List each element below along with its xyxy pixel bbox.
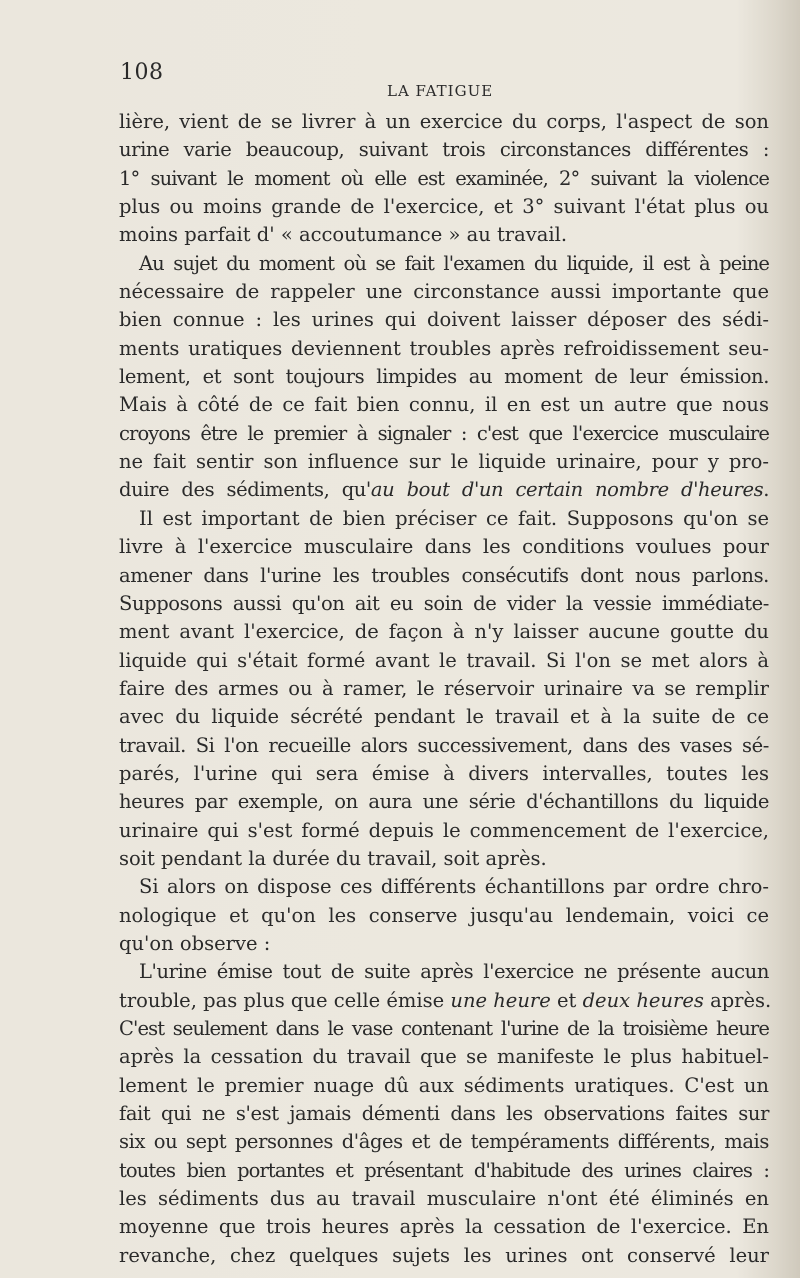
text-segment: trouble, pas plus que celle émise: [119, 988, 451, 1012]
text-line: ments uratiques deviennent troubles après refroidissement seu-: [119, 336, 769, 360]
text-line: ment avant l'exercice, de façon à n'y laisser aucune goutte du: [119, 620, 769, 644]
text-line: Il est important de bien préciser ce fait. Supposons qu'on se: [139, 506, 769, 530]
text-line: nécessaire de rappeler une circonstance aussi importante que: [119, 280, 769, 304]
text-line: [119, 987, 772, 1015]
running-head: LA FATIGUE: [387, 82, 494, 100]
text-line: urinaire qui s'est formé depuis le commencement de l'exercice,: [119, 818, 769, 842]
text-line: qu'on observe :: [119, 931, 271, 955]
text-line: après la cessation du travail que se manifeste le plus habituel-: [119, 1045, 769, 1069]
text-segment: après.: [703, 988, 772, 1012]
text-segment: et: [550, 988, 583, 1012]
italic-segment: deux heures: [582, 988, 704, 1012]
text-line: toutes bien portantes et présentant d'habitude des urines claires :: [119, 1158, 769, 1182]
text-line: heures par exemple, on aura une série d'échantillons du liquide: [119, 790, 769, 814]
text-line: urine varie beaucoup, suivant trois circonstances différentes :: [119, 138, 769, 162]
text-line: lement, et sont toujours limpides au moment de leur émission.: [119, 365, 769, 389]
text-segment: .: [763, 478, 770, 502]
text-line: lement le premier nuage dû aux sédiments uratiques. C'est un: [119, 1073, 769, 1097]
italic-segment: au bout d'un certain nombre d'heures: [370, 478, 764, 502]
text-line: L'urine émise tout de suite après l'exercice ne présente aucun: [139, 960, 769, 984]
text-line: Mais à côté de ce fait bien connu, il en est un autre que nous: [119, 393, 769, 417]
text-line: croyons être le premier à signaler : c'est que l'exercice musculaire: [119, 421, 769, 445]
text-line: avec du liquide sécrété pendant le travail et à la suite de ce: [119, 705, 769, 729]
text-line: C'est seulement dans le vase contenant l'urine de la troisième heure: [119, 1017, 769, 1040]
text-line: fait qui ne s'est jamais démenti dans les observations faites sur: [119, 1102, 769, 1126]
text-line: Au sujet du moment où se fait l'examen du liquide, il est à peine: [139, 251, 769, 275]
text-line: amener dans l'urine les troubles consécutifs dont nous parlons.: [119, 563, 769, 587]
text-line: livre à l'exercice musculaire dans les conditions voulues pour: [119, 535, 769, 559]
text-line: ne fait sentir son influence sur le liquide urinaire, pour y pro-: [119, 450, 769, 474]
text-line: revanche, chez quelques sujets les urines ont conservé leur: [119, 1243, 769, 1267]
text-line: nologique et qu'on les conserve jusqu'au lendemain, voici ce: [119, 903, 769, 927]
body-text: [119, 108, 772, 1270]
text-line: soit pendant la durée du travail, soit après.: [119, 846, 547, 870]
text-line: moins parfait d' « accoutumance » au travail.: [119, 223, 568, 247]
text-line: lière, vient de se livrer à un exercice du corps, l'aspect de son: [119, 110, 769, 133]
text-line: Supposons aussi qu'on ait eu soin de vider la vessie immédiate-: [119, 591, 769, 615]
text-line: plus ou moins grande de l'exercice, et 3° suivant l'état plus ou: [119, 195, 769, 219]
italic-segment: une heure: [450, 988, 551, 1012]
text-line: travail. Si l'on recueille alors successivement, dans des vases sé-: [119, 733, 769, 757]
text-line: six ou sept personnes d'âges et de tempéraments différents, mais: [119, 1130, 769, 1154]
text-line: moyenne que trois heures après la cessation de l'exercice. En: [119, 1215, 769, 1239]
text-line: [119, 476, 769, 504]
text-line: liquide qui s'était formé avant le travail. Si l'on se met alors à: [119, 648, 769, 672]
text-line: bien connue : les urines qui doivent laisser déposer des sédi-: [119, 308, 769, 332]
text-line: faire des armes ou à ramer, le réservoir urinaire va se remplir: [119, 676, 769, 700]
page-number: 108: [120, 60, 164, 85]
text-line: Si alors on dispose ces différents échantillons par ordre chro-: [139, 875, 769, 899]
text-line: les sédiments dus au travail musculaire n'ont été éliminés en: [119, 1187, 769, 1211]
text-line: parés, l'urine qui sera émise à divers intervalles, toutes les: [119, 761, 769, 785]
text-segment: duire des sédiments, qu': [119, 478, 371, 502]
page-header: [120, 60, 770, 100]
text-line: 1° suivant le moment où elle est examinée, 2° suivant la violence: [119, 166, 769, 190]
